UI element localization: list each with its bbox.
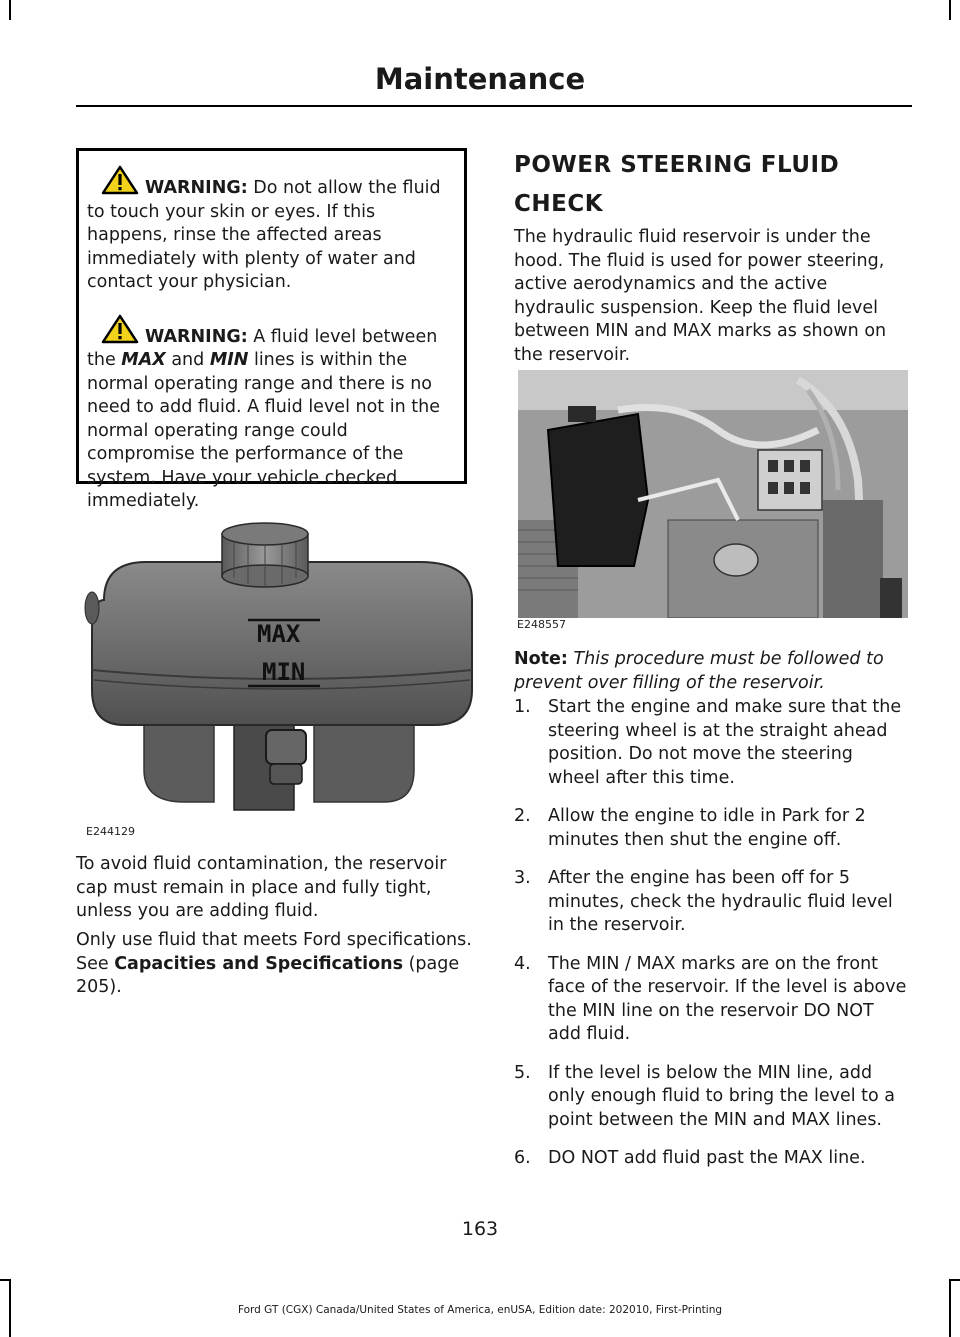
- step-number: 1.: [514, 697, 531, 717]
- warning-box: [76, 148, 467, 511]
- step-number: 3.: [514, 868, 531, 888]
- footer-edition: Ford GT (CGX) Canada/United States of America, enUSA, Edition date: 202010, First-Printing: [237, 1304, 723, 1316]
- step-text: DO NOT add fluid past the MAX line.: [548, 1148, 866, 1168]
- step-text: Allow the engine to idle in Park for 2 minutes then shut the engine off.: [548, 806, 866, 850]
- step-text: After the engine has been off for 5 minutes, check the hydraulic fluid level in the reservoir.: [548, 868, 893, 935]
- warning-text: A fluid level between the: [87, 326, 438, 370]
- page-number: 163: [461, 1218, 499, 1240]
- step-item: [514, 805, 910, 852]
- step-item: [514, 696, 910, 790]
- max-mark: MAX: [121, 350, 166, 370]
- warning-text: lines is within the normal operating range and there is no need to add fluid. A fluid level not in the normal operating range could compromise the performance of the system. Have your vehicle checked immediately.: [87, 350, 440, 511]
- step-item: [514, 953, 910, 1047]
- step-number: 4.: [514, 953, 531, 974]
- crop-mark-top-left: [9, 0, 11, 20]
- warning-paragraph: [87, 165, 456, 295]
- max-label: MAX: [257, 620, 301, 648]
- note-label: Note:: [514, 649, 568, 669]
- step-text: If the level is below the MIN line, add only enough fluid to bring the level to a point between the MIN and MAX lines.: [548, 1062, 896, 1130]
- note-text: This procedure must be followed to prevent over filling of the reservoir.: [514, 649, 884, 693]
- paragraph: To avoid fluid contamination, the reservoir cap must remain in place and fully tight, unless you are adding fluid.: [76, 854, 447, 921]
- figure-code: E248557: [517, 618, 566, 631]
- warning-triangle-icon: [101, 314, 139, 344]
- crop-mark-bottom-left-h: [0, 1279, 11, 1281]
- warning-label: WARNING:: [145, 326, 248, 347]
- note: [514, 648, 910, 695]
- min-label: MIN: [262, 658, 306, 686]
- section-title: POWER STEERING FLUID CHECK: [514, 152, 840, 217]
- figure-code: E244129: [86, 825, 135, 838]
- crop-mark-bottom-right-h: [949, 1279, 960, 1281]
- engine-bay-illustration: [518, 370, 908, 618]
- paragraph-text: (page 205).: [76, 953, 460, 997]
- step-number: 6.: [514, 1148, 531, 1168]
- step-number: 2.: [514, 806, 531, 826]
- step-text: The MIN / MAX marks are on the front face of the reservoir. If the level is above the MIN line on the reservoir DO NOT add fluid.: [548, 953, 907, 1044]
- warning-text: and: [165, 350, 210, 370]
- header-rule: [76, 105, 912, 107]
- min-mark: MIN: [209, 350, 249, 370]
- warning-label: WARNING:: [145, 178, 248, 198]
- page-header-title: Maintenance: [374, 62, 586, 96]
- step-item: [514, 1062, 910, 1133]
- paragraph-text: Only use fluid that meets Ford specifications. See: [76, 930, 472, 974]
- warning-triangle-icon: [101, 165, 139, 195]
- paragraph: [76, 929, 476, 1000]
- intro-paragraph: The hydraulic fluid reservoir is under the hood. The fluid is used for power steering, active aerodynamics and the active hydraulic suspension. Keep the fluid level between MIN and MAX marks as shown on the reservoir.: [514, 227, 887, 365]
- step-number: 5.: [514, 1062, 531, 1083]
- procedure-steps: [514, 696, 910, 1186]
- warning-text: Do not allow the fluid to touch your skin or eyes. If this happens, rinse the affected areas immediately with plenty of water and contact your physician.: [87, 178, 441, 292]
- cross-reference-link[interactable]: Capacities and Specifications: [114, 953, 403, 974]
- step-text: Start the engine and make sure that the steering wheel is at the straight ahead position. Do not move the steering wheel after this time.: [548, 697, 902, 788]
- crop-mark-top-right: [949, 0, 951, 20]
- step-item: [514, 1147, 910, 1171]
- warning-paragraph: [87, 314, 456, 514]
- step-item: [514, 867, 910, 938]
